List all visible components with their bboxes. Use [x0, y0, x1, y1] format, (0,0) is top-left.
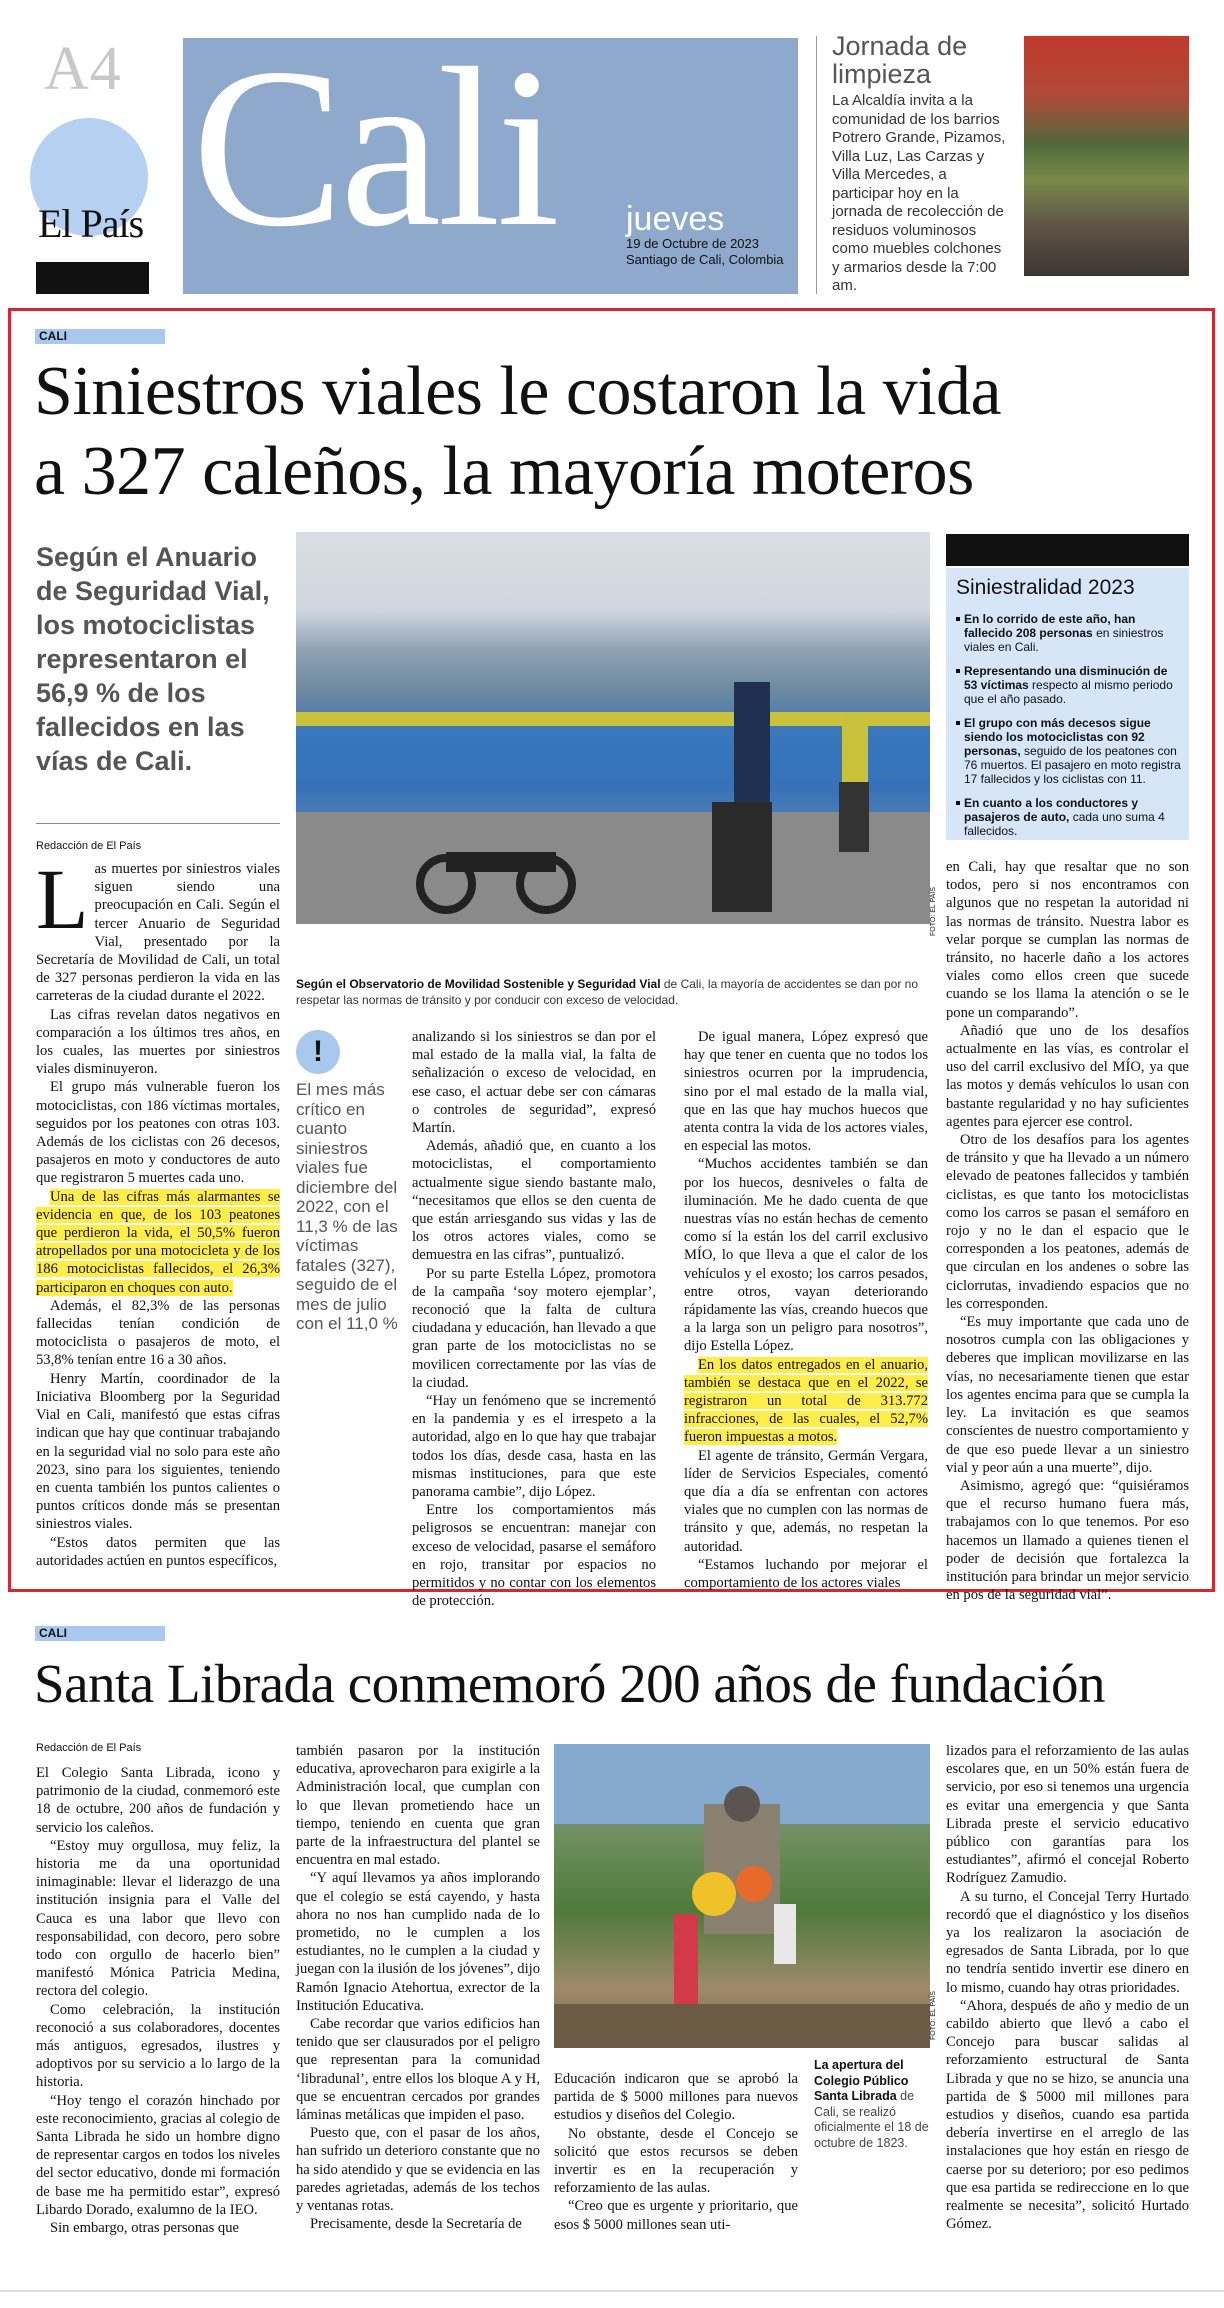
sidebar-item [956, 716, 1184, 786]
exclamation-icon: ! [296, 1030, 340, 1074]
caption-lead: Según el Observatorio de Movilidad Sostenible y Seguridad Vial [296, 977, 661, 991]
paragraph: Además, añadió que, en cuanto a los motociclistas, el comportamiento actualmente sigue siendo bastante malo, “necesitamos que ellos se den cuenta de que están arriesgando sus vidas y las de los otros actores viales, como se demuestra en las cifras”, puntualizó. [412, 1138, 656, 1264]
body-column-1 [36, 1764, 280, 2237]
paragraph: Precisamente, desde la Secretaría de [310, 2216, 522, 2233]
accident-scene-illustration [296, 532, 930, 924]
byline: Redacción de El País [36, 1742, 142, 1754]
body-column-3 [554, 2070, 798, 2234]
caption-lead: La apertura del Colegio Público Santa Librada [814, 2058, 909, 2103]
page-code: A4 [44, 35, 122, 103]
issue-date [626, 236, 784, 268]
paragraph: “Estos datos permiten que las autoridades actúen en puntos específicos, [36, 1534, 280, 1569]
paragraph: “Es muy importante que cada uno de nosotros cumpla con las obligaciones y deberes que implican movilizarse en las vías, no necesariamente tienen que estar los agentes encima para que se cumpla la ley. La invitación es que seamos conscientes de nuestro comportamiento y de que eso puede llevar a un siniestro vial y peor aún a una muerte”, dijo. [946, 1314, 1189, 1476]
paragraph: “Y aquí llevamos ya años implorando que el colegio se está cayendo, y hasta ahora no nos han cumplido nada de lo prometido, no le cumplen a los estudiantes, no le cumplen a la ciudad y juegan con la ilusión de los jóvenes”, dijo Ramón Ignacio Atehortua, exrector de la Institución Educativa. [296, 1870, 540, 2014]
sidebar-item-lead: En lo corrido de este año, han fallecido 208 personas [964, 612, 1136, 640]
article-photo [296, 532, 930, 924]
sidebar-item-text: en siniestros viales en Cali. [964, 626, 1164, 654]
sidebar-item-text: seguido de los peatones con 76 muertos. El pasajero en moto registra 17 fallecidos y los ciclistas con 11. [964, 744, 1181, 786]
paragraph: Además, el 82,3% de las personas fallecidas tenían condición de motociclista o pasajeros de moto, el 53,8% tenían entre 16 a 30 años. [36, 1297, 280, 1369]
paragraph: “Hay un fenómeno que se incrementó en la pandemia y es el irrespeto a la autoridad, algo en lo que hay que trabajar todos los días, desde casa, hasta en las mismas instituciones, para que este panorama cambie”, dijo López. [412, 1393, 656, 1501]
paragraph: “Estoy muy orgullosa, muy feliz, la historia me da una oportunidad inimaginable: llevar el liderazgo de una institución insignia para el Valle del Cauca es una labor que llevo con responsabilidad, con decoro, pero sobre todo con orgullo de hacerlo bien” manifestó Mónica Patricia Medina, rectora del colegio. [36, 1837, 280, 2000]
sidebar-item-lead: En cuanto a los conductores y pasajeros de auto, [964, 796, 1139, 824]
paragraph: Otro de los desafíos para los agentes de tránsito y que ha llevado a un número elevado de peatones fallecidos y también ciclistas, es que tanto los motociclistas como los carros se pasan el semáforo en rojo y no le dan el espacio que le corresponden a los peatones, además de que circulan en los andenes o sobre las ciclorrutas, invadiendo espacios que no les corresponden. [946, 1132, 1189, 1312]
section-title: Cali [192, 22, 556, 274]
paragraph: El Colegio Santa Librada, icono y patrimonio de la ciudad, conmemoró este 18 de octubre, 200 años de fundación y servicio los caleños. [36, 1765, 280, 1836]
paragraph: “Ahora, después de año y medio de un cabildo abierto que llevó a cabo el Concejo para buscar salidas al reforzamiento estructural de Santa Librada y que no se hizo, se anuncia una partida de $ 5000 mil millones para estudios y diseños, cuando esa partida debería invertirse en el arreglo de las instalaciones que hoy están en riesgo de caerse por su deterioro; por eso pedimos que esa partida se redireccione en lo que realmente se necesita”, solicitó Hurtado Gómez. [946, 1997, 1189, 2233]
body-column-3 [412, 1028, 656, 1611]
paragraph: Las cifras revelan datos negativos en comparación a los últimos tres años, en los cuales, las muertes por siniestros viales disminuyeron. [36, 1006, 280, 1078]
paragraph: Henry Martín, coordinador de la Iniciativa Bloomberg por la Seguridad Vial en Cali, manifestó que estas cifras indican que hay que continuar trabajando en la seguridad vial no solo para este año 2023, sino para los siguientes, teniendo en cuenta también los puntos calientes o puntos críticos donde más se presentan siniestros viales. [36, 1370, 280, 1533]
paragraph: El agente de tránsito, Germán Vergara, líder de Servicios Especiales, comentó que día a día se enfrentan con actores viales que no cumplen con las normas de tránsito y que, además, no respetan la autoridad. [684, 1447, 928, 1555]
body-column-4 [946, 1742, 1189, 2233]
teaser-photo [1024, 36, 1189, 276]
paragraph: Entre los comportamientos más peligrosos se encuentran: manejar con exceso de velocidad, pasarse el semáforo en rojo, transitar por espacios no permitidos y no contar con los elementos de protección. [412, 1502, 656, 1610]
teaser-body: La Alcaldía invita a la comunidad de los barrios Potrero Grande, Pizamos, Villa Luz, Las Carzas y Villa Mercedes, a participar hoy en la jornada de recolección de residuos voluminosos como muebles colchones y armarios desde la 7:00 am. [832, 92, 1006, 294]
paragraph: Puesto que, con el pasar de los años, han sufrido un deterioro constante que no ha sido atendido y que se evidencia en las paredes agrietadas, además de los techos y ventanas rotas. [296, 2125, 540, 2215]
pull-quote: El mes más crítico en cuanto siniestros viales fue diciembre del 2022, con el 11,3 % de las víctimas fatales (327), seguido de el mes de julio con el 11,0 % [296, 1080, 398, 1333]
brand-logo: El País [38, 201, 144, 246]
sidebar-bar [946, 534, 1189, 566]
divider [816, 36, 817, 294]
paragraph: “Estamos luchando por mejorar el comportamiento de los actores viales [684, 1556, 928, 1592]
highlight-text: En los datos entregados en el anuario, también se destaca que en el 2022, se registraron un total de 313.772 infracciones, de las cuales, el 52,7% fueron impuestas a motos. [684, 1356, 928, 1446]
paragraph: as muertes por siniestros viales siguen siendo una preocupación en Cali. Según el tercer Anuario de Seguridad Vial, presentado por la Secretaría de Movilidad de Cali, un total de 327 personas perdieron la vida en las carreteras de la ciudad durante el 2022. [36, 861, 280, 1005]
byline: Redacción de El País [36, 840, 142, 852]
section-kicker: CALI [35, 329, 165, 344]
sidebar-item-lead: Representando una disminución de 53 víctimas [964, 664, 1168, 692]
sidebar-item-lead: El grupo con más decesos sigue siendo los motociclistas con 92 personas, [964, 716, 1151, 758]
headline-line-1: Siniestros viales le costaron la vida [34, 353, 1002, 430]
paragraph: A su turno, el Concejal Terry Hurtado recordó que el diagnóstico y los diseños ya los realizaron la asociación de egresados de Santa Librada, por lo que no tendría sentido invertir ese dinero en lo mismo, cuando hay otras prioridades. [946, 1888, 1189, 1996]
paragraph: Por su parte Estella López, promotora de la campaña ‘soy motero ejemplar’, reconoció que la falta de cultura ciudadana y educación, han llevado a que gran parte de los motociclistas no se movilicen correctamente por las vías de la ciudad. [412, 1265, 656, 1391]
paragraph: Sin embargo, otras personas que [50, 2220, 240, 2237]
paragraph: Cabe recordar que varios edificios han tenido que ser clausurados por el peligro que representan para la comunidad ‘libradunal’, entre ellos los bloque A y H, que se encuentran cercados por grandes láminas metálicas que impiden el paso. [296, 2016, 540, 2124]
sidebar-title: Siniestralidad 2023 [956, 576, 1135, 599]
paragraph: El grupo más vulnerable fueron los motociclistas, con 186 víctimas mortales, seguidos por los peatones con otras 103. Además de los ciclistas con 26 decesos, pasajeros en moto y conductores de auto que registraron 5 muertes cada uno. [36, 1079, 280, 1187]
weekday: jueves [626, 200, 725, 238]
photo-credit: FOTO: EL PAÍS [930, 887, 937, 936]
dropcap: L [36, 851, 89, 947]
paragraph: De igual manera, López expresó que hay que tener en cuenta que no todos los siniestros ocurren por la imprudencia, sino por el mal estado de la malla vial, que en las que hay muchos huecos que atenta contra la vida de los actores viales, en especial las motos. [684, 1029, 928, 1155]
caption-text: de Cali, la mayoría de accidentes se dan por no respetar las normas de tránsito y por conducir con exceso de velocidad. [296, 977, 919, 1007]
headline-line-2: a 327 caleños, la mayoría moteros [34, 433, 974, 510]
paragraph: Asimismo, agregó que: “quisiéramos que el recurso humano fuera más, trabajamos con lo que tenemos. Por eso hacemos un llamado a quienes tienen el poder de decisión que fortalezca la institución para brindar un mejor servicio en pos de la seguridad vial”. [946, 1477, 1189, 1604]
body-column-1 [36, 851, 280, 1570]
paragraph: Como celebración, la institución reconoció a sus colaboradores, docentes más antiguos, egresados, ilustres y adoptivos por su servicio a lo largo de la historia. [36, 2001, 280, 2091]
sidebar-list [956, 612, 1184, 848]
divider [36, 823, 280, 824]
headline: Santa Librada conmemoró 200 años de fundación [34, 1653, 1106, 1714]
brand-bar [36, 262, 149, 294]
paragraph: “Hoy tengo el corazón hinchado por este reconocimiento, gracias al colegio de Santa Librada he sido un hombre digno de representar cargos en todos los niveles del sector educativo, donde mi formación de base me ha permitido estar”, expresó Libardo Dorado, exalumno de la IEO. [36, 2092, 280, 2218]
place-text: Santiago de Cali, Colombia [626, 252, 784, 267]
teaser-title: Jornada de limpieza [832, 31, 968, 89]
sidebar-item [956, 612, 1184, 654]
body-column-4 [684, 1028, 928, 1592]
sidebar-item-text: respecto al mismo periodo que el año pasado. [964, 678, 1173, 706]
paragraph-highlighted [36, 1188, 280, 1297]
body-column-2 [296, 1742, 540, 2233]
ceremony-scene-illustration [554, 1744, 930, 2048]
sidebar-item [956, 796, 1184, 838]
paragraph: “Creo que es urgente y prioritario, que esos $ 5000 millones sean uti- [554, 2198, 798, 2233]
paragraph: “Muchos accidentes también se dan por los huecos, desniveles o falta de iluminación. Me he dado cuenta de que nuestras vías no están hechas de cemento como sí la están los del carril exclusivo MÍO, lo que lleva a que el calor de los vehículos y el exosto; los carros pesados, entre otros, vayan deteriorando rápidamente las vías, creando huecos que a la larga son un peligro para nosotros”, dijo Estella López. [684, 1156, 928, 1355]
date-text: 19 de Octubre de 2023 [626, 236, 759, 251]
caption-text: de Cali, se realizó oficialmente el 18 de octubre de 1823. [814, 2089, 929, 2150]
subheadline: Según el Anuario de Seguridad Vial, los motociclistas representaron el 56,9 % de los fallecidos en las vías de Cali. [36, 542, 270, 776]
paragraph: Añadió que uno de los desafíos actualmente en las vías, es controlar el uso del carril exclusivo del MÍO, ya que las motos y demás vehículos lo usan con bastante regularidad y no hay suficientes agentes para ejercer ese control. [946, 1022, 1189, 1130]
body-column-5 [946, 858, 1189, 1604]
photo-caption [814, 2058, 930, 2151]
sidebar-item-text: cada uno suma 4 fallecidos. [964, 810, 1165, 838]
paragraph: en Cali, hay que resaltar que no son todos, pero si nos encontramos con algunos que no respetan la autoridad ni las normas de tránsito. Nuestra labor es velar porque se cumplan las normas de tránsito, no hacerle daño a los actores viales como ellos creen que sucede cuando se los llama la atención o se le pone un comparando”. [946, 859, 1189, 1021]
highlight-text: Una de las cifras más alarmantes se evidencia en que, de los 103 peatones que perdieron la vida, el 50,5% fueron atropellados por una motocicleta y de los 186 motociclistas fallecidos, el 26,3% participaron en choques con auto. [36, 1188, 280, 1296]
paragraph: Educación indicaron que se aprobó la partida de $ 5000 millones para nuevos estudios y diseños del Colegio. [554, 2071, 798, 2124]
article-photo [554, 1744, 930, 2048]
headline [34, 352, 1194, 512]
section-kicker: CALI [35, 1626, 165, 1641]
photo-caption [296, 976, 930, 1008]
sidebar-item [956, 664, 1184, 706]
divider [0, 2290, 1224, 2292]
paragraph: también pasaron por la institución educativa, aprovecharon para exigirle a la Administración local, que cumplan con lo que llevan prometiendo hace un tiempo, teniendo en cuenta que gran parte de la infraestructura del plantel se encuentra en mal estado. [296, 1743, 540, 1869]
photo-credit: FOTO: EL PAÍS [930, 1991, 937, 2040]
paragraph: analizando si los siniestros se dan por el mal estado de la malla vial, la falta de señalización o exceso de velocidad, en ese caso, el actuar debe ser con cámaras o controles de seguridad”, expresó Martín. [412, 1029, 656, 1137]
paragraph-highlighted [684, 1356, 928, 1447]
paragraph: No obstante, desde el Concejo se solicitó que estos recursos se deben invertir es en la recuperación y reforzamiento de las aulas. [554, 2125, 798, 2197]
paragraph: lizados para el reforzamiento de las aulas escolares que, en un 50% están fuera de servicio, por eso si tenemos una urgencia es evitar una emergencia y que Santa Librada preste el servicio educativo público con garantías para los estudiantes”, afirmó el concejal Roberto Rodríguez Zamudio. [946, 1743, 1189, 1887]
